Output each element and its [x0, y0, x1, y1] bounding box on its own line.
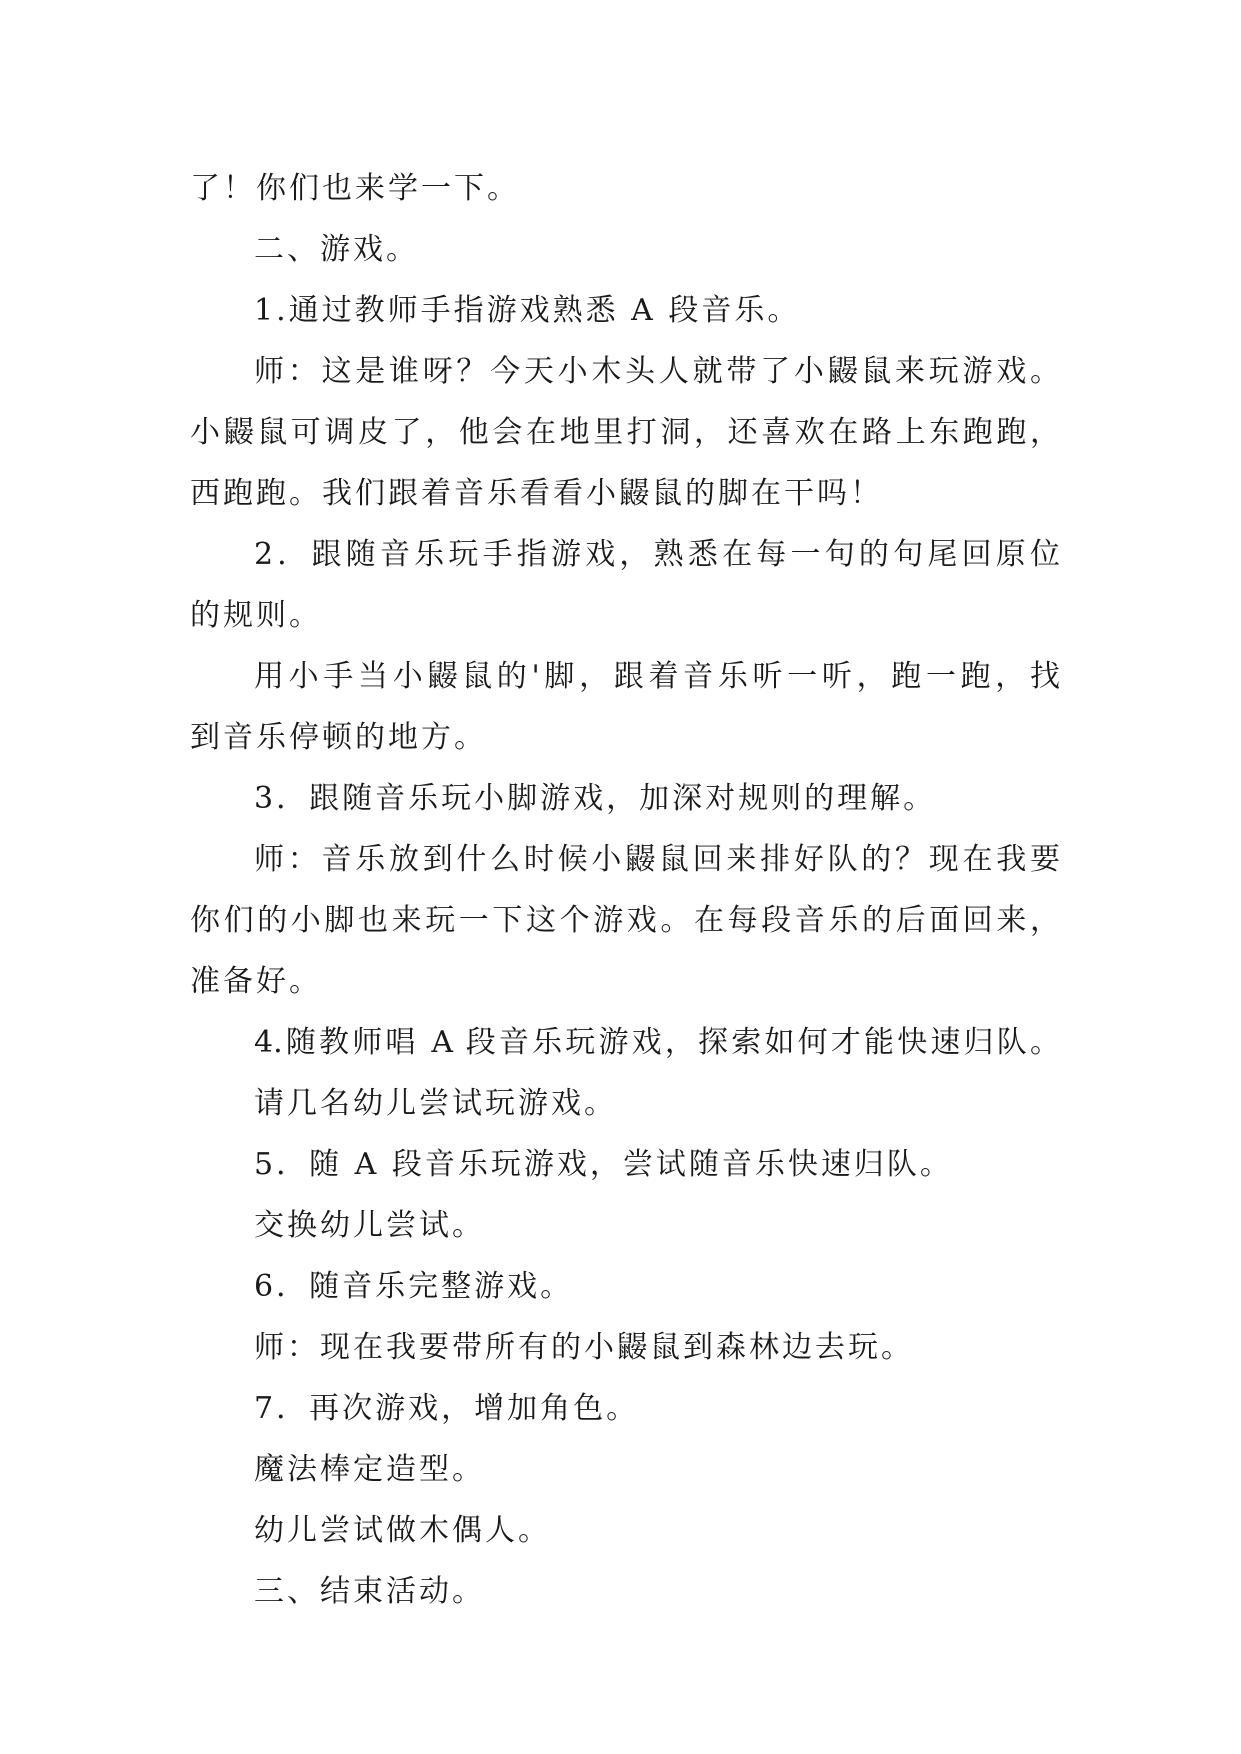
text-line: 准备好。	[190, 964, 322, 999]
text-line: 到音乐停顿的地方。	[190, 720, 487, 755]
step-heading-1: 1.通过教师手指游戏熟悉 A 段音乐。	[254, 293, 801, 328]
text-line: 交换幼儿尝试。	[254, 1208, 485, 1243]
step-heading-2: 2．跟随音乐玩手指游戏，熟悉在每一句的句尾回原位	[254, 537, 1060, 572]
text-line: 幼儿尝试做木偶人。	[254, 1513, 551, 1548]
section-heading-end: 三、结束活动。	[254, 1574, 485, 1609]
text-line: 师：这是谁呀？今天小木头人就带了小鼹鼠来玩游戏。	[254, 354, 1060, 389]
step-heading-6: 6．随音乐完整游戏。	[254, 1269, 574, 1304]
text-line: 魔法棒定造型。	[254, 1452, 485, 1487]
text-line: 师：现在我要带所有的小鼹鼠到森林边去玩。	[254, 1330, 914, 1365]
step-heading-3: 3．跟随音乐玩小脚游戏，加深对规则的理解。	[254, 781, 937, 816]
text-line: 的规则。	[190, 598, 322, 633]
text-line: 师：音乐放到什么时候小鼹鼠回来排好队的？现在我要	[254, 842, 1060, 877]
text-line: 你们的小脚也来玩一下这个游戏。在每段音乐的后面回来，	[190, 903, 1060, 938]
section-heading-games: 二、游戏。	[254, 232, 419, 267]
text-line: 小鼹鼠可调皮了，他会在地里打洞，还喜欢在路上东跑跑，	[190, 415, 1060, 450]
text-line: 请几名幼儿尝试玩游戏。	[254, 1086, 617, 1121]
step-heading-4: 4.随教师唱 A 段音乐玩游戏，探索如何才能快速归队。	[254, 1025, 1060, 1060]
text-line: 了！你们也来学一下。	[190, 171, 520, 206]
text-line: 西跑跑。我们跟着音乐看看小鼹鼠的脚在干吗！	[190, 476, 883, 511]
text-line: 用小手当小鼹鼠的'脚，跟着音乐听一听，跑一跑，找	[254, 659, 1060, 694]
step-heading-7: 7．再次游戏，增加角色。	[254, 1391, 640, 1426]
document-body	[190, 158, 1060, 1622]
step-heading-5: 5．随 A 段音乐玩游戏，尝试随音乐快速归队。	[254, 1147, 953, 1182]
